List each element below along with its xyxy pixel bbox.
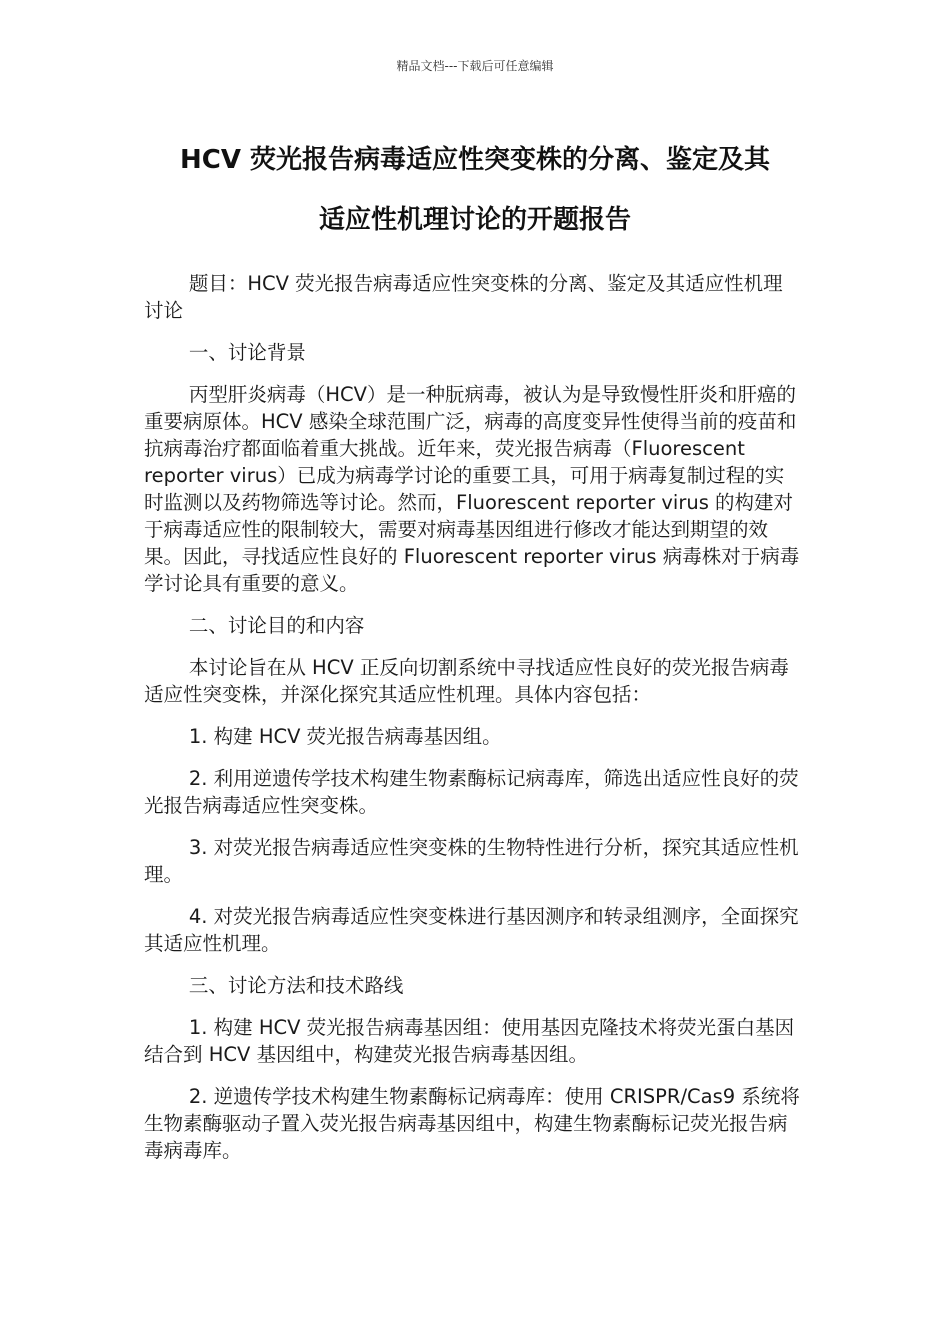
list-item: 1. 构建 HCV 荧光报告病毒基因组：使用基因克隆技术将荧光蛋白基因结合到 HCV 基因组中，构建荧光报告病毒基因组。 xyxy=(144,1016,795,1066)
list-item: 3. 对荧光报告病毒适应性突变株的生物特性进行分析，探究其适应性机理。 xyxy=(144,836,799,886)
document-title xyxy=(120,130,830,250)
section-heading-methods: 三、讨论方法和技术路线 xyxy=(188,974,404,997)
list-item: 1. 构建 HCV 荧光报告病毒基因组。 xyxy=(188,725,502,748)
title-line-2: 适应性机理讨论的开题报告 xyxy=(318,205,631,235)
list-item: 4. 对荧光报告病毒适应性突变株进行基因测序和转录组测序，全面探究其适应性机理。 xyxy=(144,905,799,955)
title-line-1: HCV 荧光报告病毒适应性突变株的分离、鉴定及其 xyxy=(179,145,770,175)
background-paragraph: 丙型肝炎病毒（HCV）是一种朊病毒，被认为是导致慢性肝炎和肝癌的重要病原体。HCV 感染全球范围广泛，病毒的高度变异性使得当前的疫苗和抗病毒治疗都面临着重大挑战。近年来，荧光报告病毒（Fluorescent reporter virus）已成为病毒学讨论的重要工具，可用于病毒复制过程的实时监测以及药物筛选等讨论。然而，Fluorescent reporter virus 的构建对于病毒适应性的限制较大，需要对病毒基因组进行修改才能达到期望的效果。因此，寻找适应性良好的 Fluorescent reporter virus 病毒株对于病毒学讨论具有重要的意义。 xyxy=(144,383,800,595)
list-item: 2. 逆遗传学技术构建生物素酶标记病毒库：使用 CRISPR/Cas9 系统将生物素酶驱动子置入荧光报告病毒基因组中，构建生物素酶标记荧光报告病毒病毒库。 xyxy=(144,1085,800,1162)
section-heading-background: 一、讨论背景 xyxy=(188,341,306,364)
list-item: 2. 利用逆遗传学技术构建生物素酶标记病毒库，筛选出适应性良好的荧光报告病毒适应性突变株。 xyxy=(144,767,799,817)
document-body xyxy=(144,270,802,1179)
section-heading-purpose: 二、讨论目的和内容 xyxy=(188,614,365,637)
topic-paragraph: 题目：HCV 荧光报告病毒适应性突变株的分离、鉴定及其适应性机理讨论 xyxy=(144,272,783,322)
page-header: 精品文档---下载后可任意编辑 xyxy=(396,59,554,73)
purpose-paragraph: 本讨论旨在从 HCV 正反向切割系统中寻找适应性良好的荧光报告病毒适应性突变株，并深化探究其适应性机理。具体内容包括： xyxy=(144,656,789,706)
